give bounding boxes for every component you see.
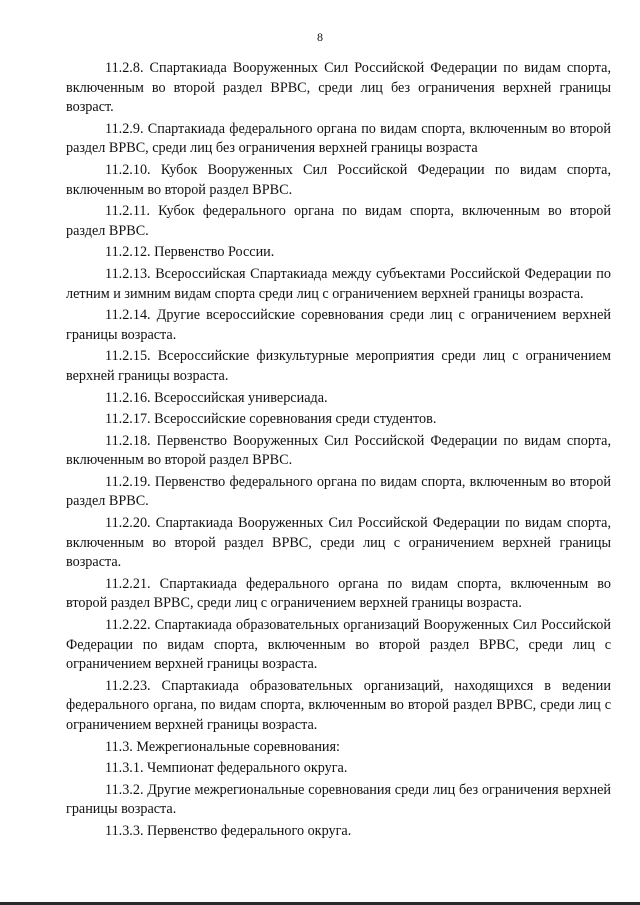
paragraph-11-3-2: 11.3.2. Другие межрегиональные соревнования среди лиц без ограничения верхней границы возраста. <box>66 781 611 818</box>
paragraph-11-2-13: 11.2.13. Всероссийская Спартакиада между субъектами Российской Федерации по летним и зимним видам спорта среди лиц с ограничением верхней границы возраста. <box>66 265 611 302</box>
paragraph-11-2-10: 11.2.10. Кубок Вооруженных Сил Российской Федерации по видам спорта, включенным во второй раздел ВРВС. <box>66 161 611 198</box>
paragraph-11-2-16: 11.2.16. Всероссийская универсиада. <box>105 389 328 406</box>
paragraph-11-2-19: 11.2.19. Первенство федерального органа по видам спорта, включенным во второй раздел ВРВС. <box>66 473 611 510</box>
paragraph-11-2-18: 11.2.18. Первенство Вооруженных Сил Российской Федерации по видам спорта, включенным во второй раздел ВРВС. <box>66 432 611 469</box>
paragraph-11-3-1: 11.3.1. Чемпионат федерального округа. <box>105 760 348 777</box>
paragraph-11-3-3: 11.3.3. Первенство федерального округа. <box>105 822 352 839</box>
paragraph-11-2-20: 11.2.20. Спартакиада Вооруженных Сил Российской Федерации по видам спорта, включенным во второй раздел ВРВС, среди лиц с ограничением верхней границы возраста. <box>66 515 611 571</box>
paragraph-11-2-17: 11.2.17. Всероссийские соревнования среди студентов. <box>105 411 437 428</box>
document-body <box>66 59 611 844</box>
paragraph-11-3: 11.3. Межрегиональные соревнования: <box>105 738 340 755</box>
paragraph-11-2-15: 11.2.15. Всероссийские физкультурные мероприятия среди лиц с ограничением верхней границы возраста. <box>66 348 611 384</box>
paragraph-11-2-22: 11.2.22. Спартакиада образовательных организаций Вооруженных Сил Российской Федерации по видам спорта, включенным во второй раздел ВРВС, среди лиц с ограничением верхней границы возраста. <box>66 617 611 673</box>
paragraph-11-2-12: 11.2.12. Первенство России. <box>105 244 275 261</box>
paragraph-11-2-9: 11.2.9. Спартакиада федерального органа по видам спорта, включенным во второй раздел ВРВС, среди лиц без ограничения верхней границы возраста <box>66 120 611 157</box>
paragraph-11-2-23: 11.2.23. Спартакиада образовательных организаций, находящихся в ведении федерального органа, по видам спорта, включенным во второй раздел ВРВС, среди лиц с ограничением верхней границы возраста. <box>66 677 611 733</box>
paragraph-11-2-8: 11.2.8. Спартакиада Вооруженных Сил Российской Федерации по видам спорта, включенным во второй раздел ВРВС, среди лиц без ограничения верхней границы возраст. <box>66 60 611 116</box>
paragraph-11-2-21: 11.2.21. Спартакиада федерального органа по видам спорта, включенным во второй раздел ВРВС, среди лиц с ограничением верхней границы возраста. <box>66 575 611 612</box>
paragraph-11-2-11: 11.2.11. Кубок федерального органа по видам спорта, включенным во второй раздел ВРВС. <box>66 203 611 239</box>
page-number: 8 <box>317 30 323 44</box>
paragraph-11-2-14: 11.2.14. Другие всероссийские соревнования среди лиц с ограничением верхней границы возраста. <box>66 307 611 343</box>
